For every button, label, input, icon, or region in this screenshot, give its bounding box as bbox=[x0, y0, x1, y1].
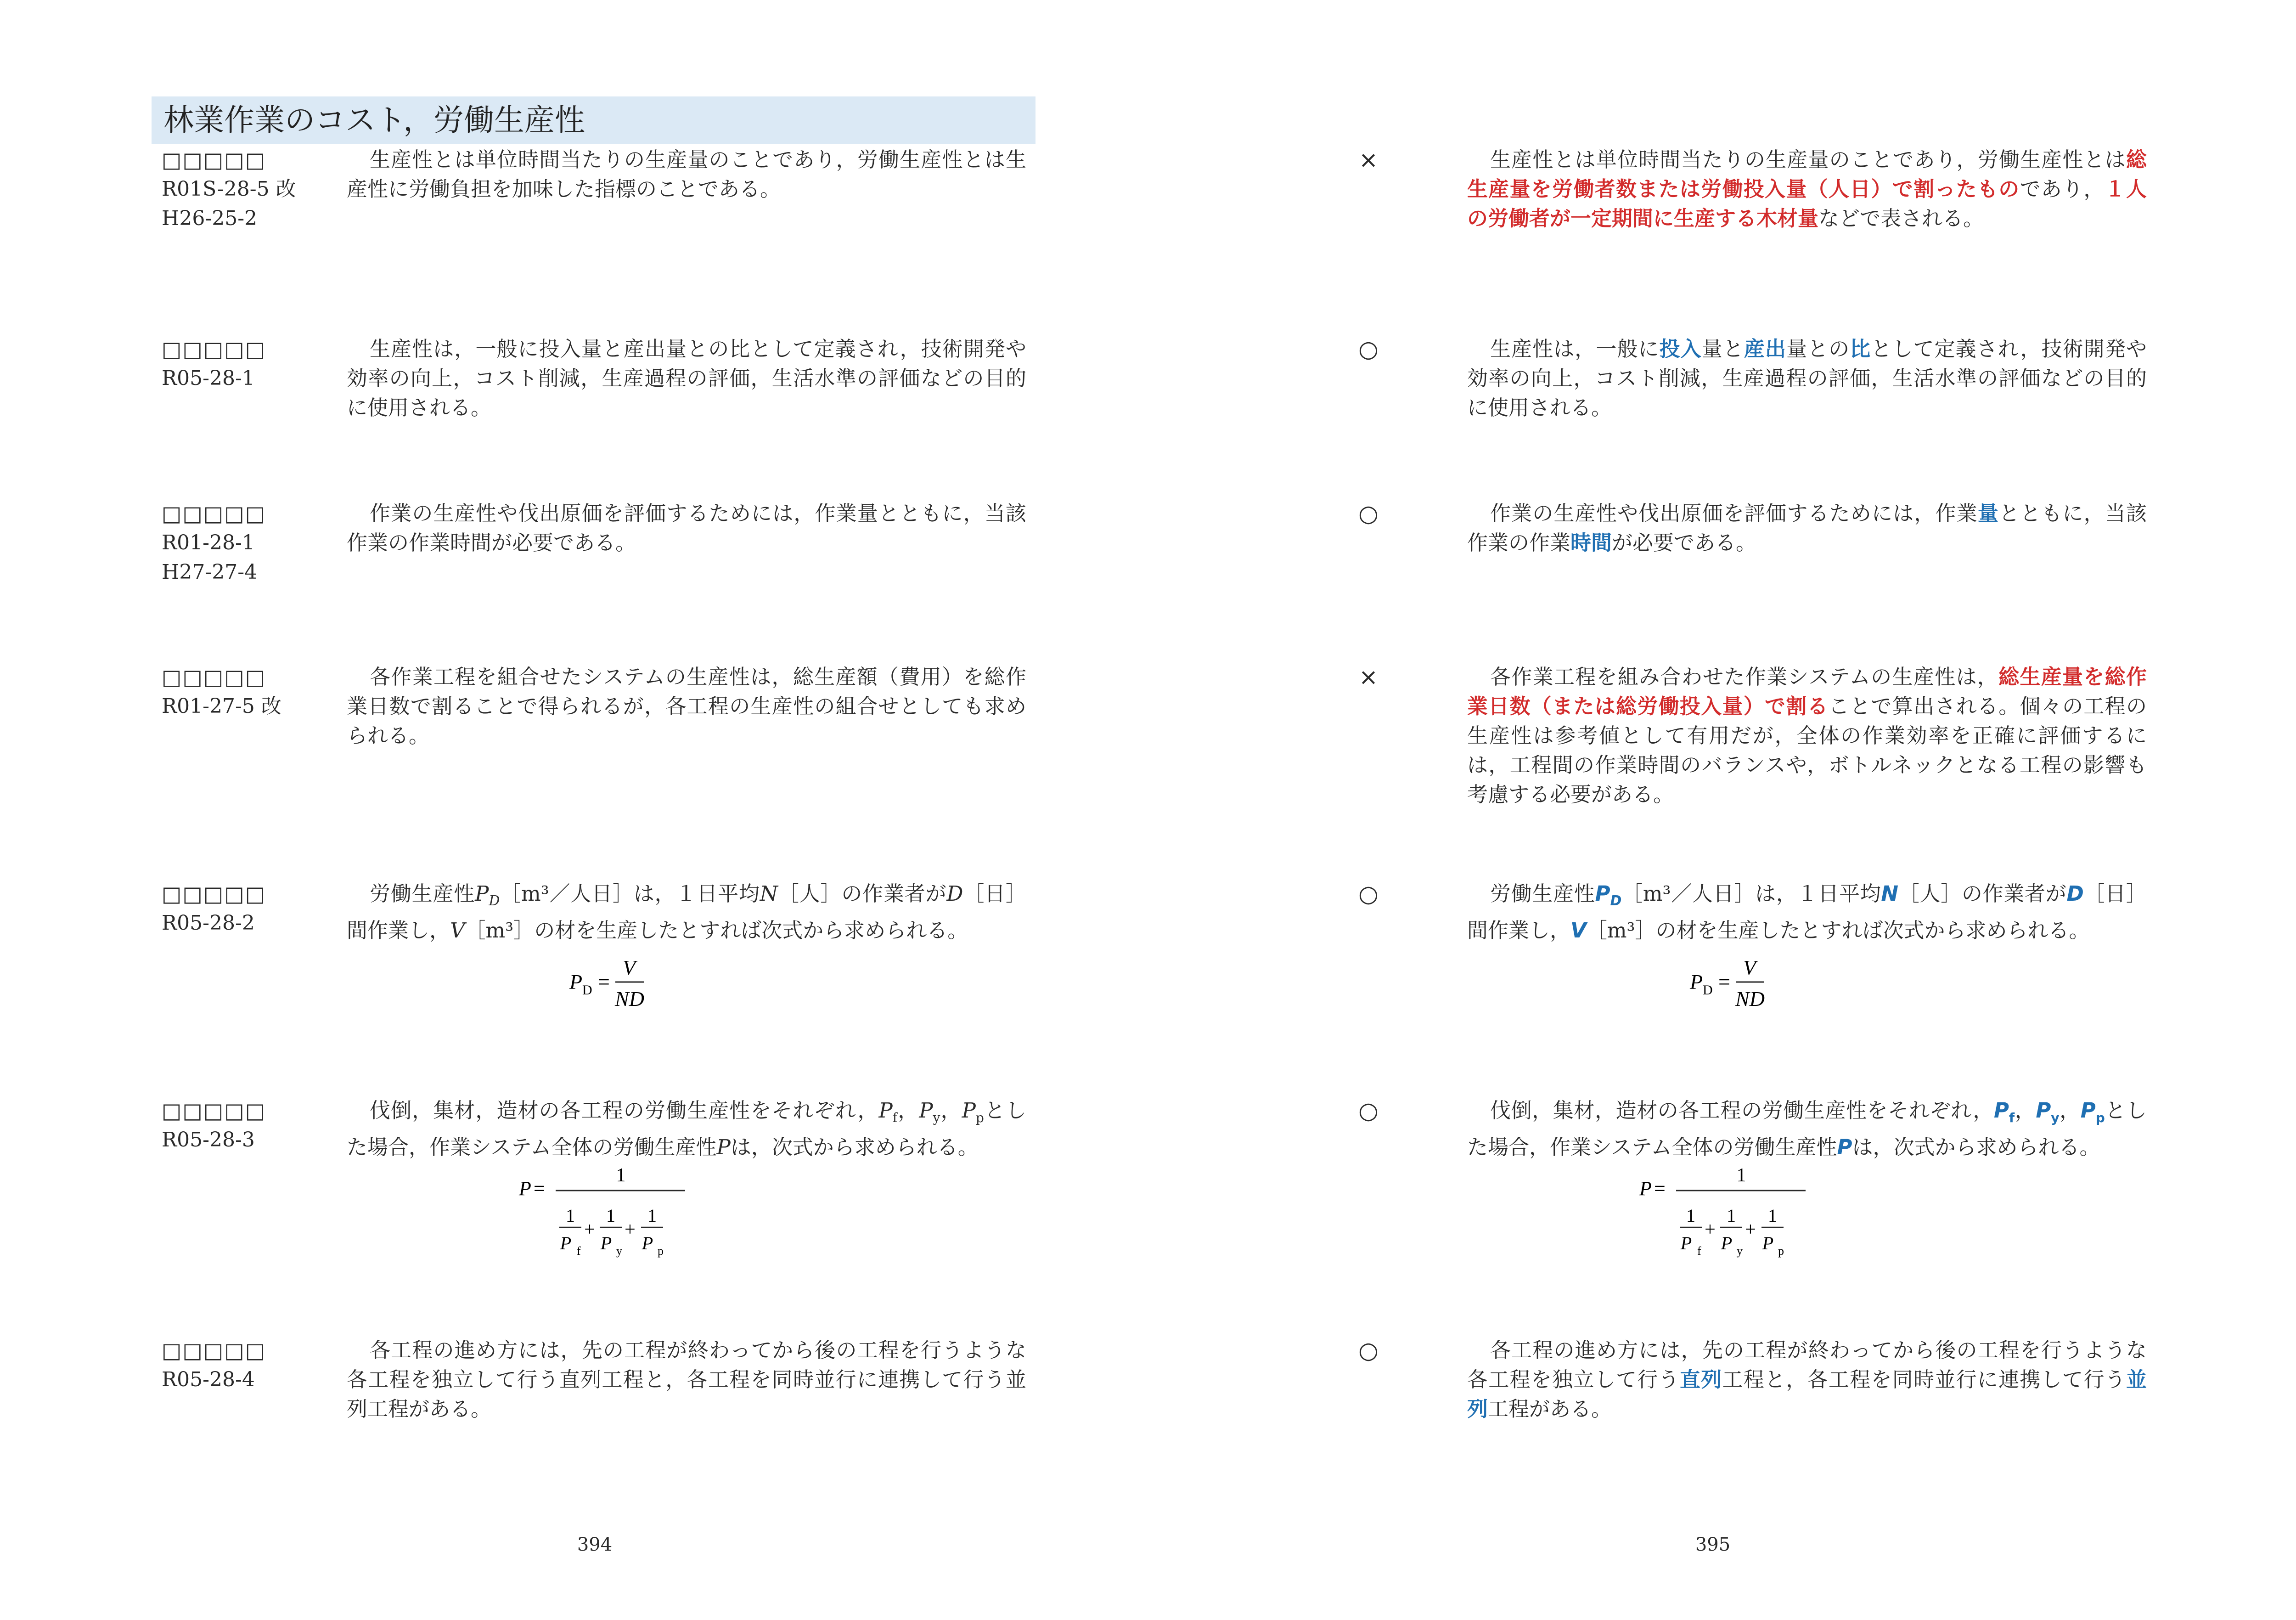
answer-2-text: 生産性は，一般に投入量と産出量との比として定義され，技術開発や効率の向上，コスト削減，生産過程の評価，生活水準の評価などの目的に使用される。 bbox=[1467, 337, 2147, 420]
svg-text:P: P bbox=[600, 1233, 612, 1253]
question-5-text: 労働生産性$P_D[m^3/$人日］は，１日平均N［人］の作業者がD［日］間作業し，V［m³］の材を生産したとすれば次式から求められる。 bbox=[347, 881, 1026, 943]
answer-mark-correct: ○ bbox=[1358, 500, 1379, 527]
svg-text:D: D bbox=[1703, 982, 1713, 998]
svg-text:P: P bbox=[1690, 970, 1703, 993]
question-6-text: 伐倒，集材，造材の各工程の労働生産性をそれぞれ，$P_f$，$P_y$，$P_p$とした場合，作業システム全体の労働生産性Pは，次式から求められる。 bbox=[347, 1098, 1026, 1159]
svg-text:D: D bbox=[582, 982, 592, 998]
question-code: R05-28-2 bbox=[162, 911, 255, 935]
checkbox-row[interactable]: □□□□□ bbox=[162, 665, 266, 689]
svg-text:1: 1 bbox=[616, 1165, 626, 1186]
svg-text:P: P bbox=[1762, 1233, 1774, 1253]
svg-text:ND: ND bbox=[615, 987, 644, 1010]
answer-mark-wrong: × bbox=[1359, 147, 1378, 173]
svg-text:1: 1 bbox=[1768, 1205, 1777, 1226]
svg-text:y: y bbox=[1737, 1244, 1743, 1258]
formula-labor-productivity bbox=[1685, 951, 1805, 1015]
svg-text:1: 1 bbox=[1736, 1165, 1746, 1186]
svg-text:+: + bbox=[625, 1219, 636, 1240]
question-2-text: 生産性は，一般に投入量と産出量との比として定義され，技術開発や効率の向上，コスト削減，生産過程の評価，生活水準の評価などの目的に使用される。 bbox=[347, 337, 1026, 420]
question-code: R05-28-3 bbox=[162, 1128, 255, 1151]
svg-text:1: 1 bbox=[566, 1205, 575, 1226]
svg-text:P: P bbox=[1680, 1233, 1692, 1253]
svg-text:+: + bbox=[1705, 1219, 1716, 1240]
checkbox-row[interactable]: □□□□□ bbox=[162, 501, 266, 526]
svg-text:p: p bbox=[658, 1244, 664, 1258]
question-code: R05-28-1 bbox=[162, 367, 255, 390]
page-number-left: 394 bbox=[577, 1534, 613, 1555]
svg-text:p: p bbox=[1778, 1244, 1784, 1258]
answer-1-text: 生産性とは単位時間当たりの生産量のことであり，労働生産性とは総生産量を労働者数または労働投入量（人日）で割ったものであり，１人の労働者が一定期間に生産する木材量などで表される。 bbox=[1467, 147, 2147, 231]
question-3-text: 作業の生産性や伐出原価を評価するためには，作業量とともに，当該作業の作業時間が必要である。 bbox=[347, 501, 1026, 555]
answer-3-text: 作業の生産性や伐出原価を評価するためには，作業量とともに，当該作業の作業時間が必要である。 bbox=[1467, 501, 2147, 555]
svg-text:=: = bbox=[534, 1177, 545, 1200]
checkbox-row[interactable]: □□□□□ bbox=[162, 1338, 266, 1363]
answer-mark-correct: ○ bbox=[1358, 336, 1379, 362]
answer-5-text: 労働生産性$P_D[m^3/$人日］は，１日平均N［人］の作業者がD［日］間作業し，V［m³］の材を生産したとすれば次式から求められる。 bbox=[1467, 881, 2147, 943]
question-1-text: 生産性とは単位時間当たりの生産量のことであり，労働生産性とは生産性に労働負担を加味した指標のことである。 bbox=[347, 147, 1026, 201]
svg-text:=: = bbox=[1718, 970, 1730, 993]
svg-text:+: + bbox=[584, 1219, 595, 1240]
svg-text:f: f bbox=[577, 1244, 581, 1258]
question-code: R01-28-1 bbox=[162, 531, 255, 554]
question-7-text: 各工程の進め方には，先の工程が終わってから後の工程を行うような各工程を独立して行う直列工程と，各工程を同時並行に連携して行う並列工程がある。 bbox=[347, 1338, 1026, 1421]
svg-text:ND: ND bbox=[1735, 987, 1765, 1010]
answer-mark-correct: ○ bbox=[1358, 1337, 1379, 1364]
svg-text:1: 1 bbox=[606, 1205, 615, 1226]
answer-mark-wrong: × bbox=[1359, 664, 1378, 690]
svg-text:=: = bbox=[598, 970, 610, 993]
question-code: R01S-28-5 改 bbox=[162, 177, 296, 201]
svg-text:P: P bbox=[642, 1233, 653, 1253]
answer-4-text: 各作業工程を組み合わせた作業システムの生産性は，総生産量を総作業日数（または総労働投入量）で割ることで算出される。個々の工程の生産性は参考値として有用だが，全体の作業効率を正確に評価するには，工程間の作業時間のバランスや，ボトルネックとなる工程の影響も考慮する必要がある。 bbox=[1467, 665, 2147, 807]
formula-system-productivity bbox=[1635, 1162, 1809, 1268]
checkbox-row[interactable]: □□□□□ bbox=[162, 147, 266, 172]
svg-text:f: f bbox=[1697, 1244, 1701, 1258]
svg-text:P: P bbox=[560, 1233, 572, 1253]
question-code: R05-28-4 bbox=[162, 1368, 255, 1391]
svg-text:=: = bbox=[1654, 1177, 1666, 1200]
svg-text:1: 1 bbox=[647, 1205, 657, 1226]
question-code: H26-25-2 bbox=[162, 207, 258, 230]
question-code: H27-27-4 bbox=[162, 560, 258, 584]
question-code: R01-27-5 改 bbox=[162, 694, 281, 718]
question-4-text: 各作業工程を組合せたシステムの生産性は，総生産額（費用）を総作業日数で割ることで得られるが，各工程の生産性の組合せとしても求められる。 bbox=[347, 665, 1026, 748]
checkbox-row[interactable]: □□□□□ bbox=[162, 1098, 266, 1123]
svg-text:P: P bbox=[1639, 1177, 1652, 1200]
svg-text:V: V bbox=[622, 956, 636, 979]
section-title: 林業作業のコスト，労働生産性 bbox=[152, 96, 1035, 144]
svg-text:y: y bbox=[616, 1244, 622, 1258]
svg-text:V: V bbox=[1743, 956, 1756, 979]
svg-text:P: P bbox=[519, 1177, 531, 1200]
svg-text:1: 1 bbox=[1686, 1205, 1695, 1226]
svg-text:1: 1 bbox=[1727, 1205, 1736, 1226]
answer-7-text: 各工程の進め方には，先の工程が終わってから後の工程を行うような各工程を独立して行う直列工程と，各工程を同時並行に連携して行う並列工程がある。 bbox=[1467, 1338, 2147, 1421]
checkbox-row[interactable]: □□□□□ bbox=[162, 337, 266, 361]
svg-text:P: P bbox=[1721, 1233, 1733, 1253]
answer-6-text: 伐倒，集材，造材の各工程の労働生産性をそれぞれ，$P_f$，$P_y$，$P_p$とした場合，作業システム全体の労働生産性Pは，次式から求められる。 bbox=[1467, 1098, 2147, 1159]
svg-text:P: P bbox=[569, 970, 583, 993]
answer-mark-correct: ○ bbox=[1358, 1097, 1379, 1124]
svg-text:+: + bbox=[1745, 1219, 1756, 1240]
checkbox-row[interactable]: □□□□□ bbox=[162, 881, 266, 906]
answer-mark-correct: ○ bbox=[1358, 881, 1379, 907]
page-number-right: 395 bbox=[1695, 1534, 1731, 1555]
